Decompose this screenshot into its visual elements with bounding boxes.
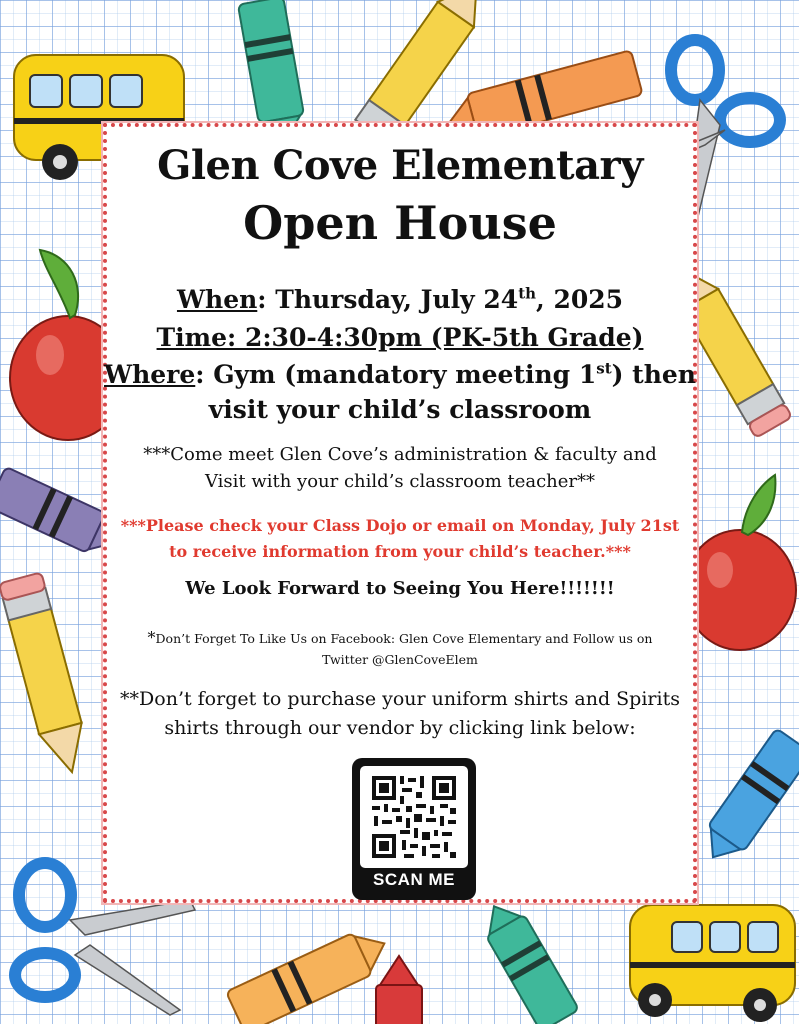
uniform-line1: **Don’t forget to purchase your uniform shirts and Spirits	[120, 688, 680, 710]
qr-code-icon	[360, 766, 468, 868]
where-then: ) then	[611, 360, 696, 389]
notice-line2: to receive information from your child’s teacher.***	[169, 542, 631, 561]
event-location	[103, 357, 697, 427]
when-ordinal: th	[518, 284, 537, 303]
uniform-note	[103, 685, 697, 743]
time-text: Time: 2:30-4:30pm (PK-5th Grade)	[156, 323, 644, 352]
qr-scan-label: SCAN ME	[373, 870, 455, 889]
qr-pattern	[360, 766, 468, 868]
closing-message: We Look Forward to Seeing You Here!!!!!!!	[185, 578, 615, 599]
pencil-icon	[0, 572, 93, 778]
orange-crayon-icon	[226, 923, 394, 1024]
dojo-notice	[103, 513, 697, 565]
where-line2: visit your child’s classroom	[208, 395, 592, 424]
event-time	[103, 321, 697, 355]
when-text: : Thursday, July 24	[257, 285, 519, 314]
fb-line2: Twitter @GlenCoveElem	[322, 652, 478, 667]
where-text: : Gym (mandatory meeting 1	[195, 360, 597, 389]
meet-line2: Visit with your child’s classroom teacher**	[204, 471, 596, 492]
event-title: Open House	[243, 196, 557, 250]
school-bus-icon	[630, 905, 795, 1022]
meet-faculty-text	[103, 441, 697, 495]
apple-icon	[684, 475, 796, 650]
event-date	[103, 283, 697, 317]
when-label: When	[176, 285, 258, 314]
school-name: Glen Cove Elementary	[157, 142, 643, 189]
fb-star: *	[147, 628, 156, 647]
when-year: , 2025	[536, 285, 624, 314]
social-media-note	[103, 627, 697, 670]
qr-code[interactable]	[352, 758, 476, 900]
meet-line1: ***Come meet Glen Cove’s administration & faculty and	[143, 444, 657, 465]
where-label: Where	[104, 360, 196, 389]
where-ordinal: st	[596, 359, 612, 378]
fb-line1: Don’t Forget To Like Us on Facebook: Glen Cove Elementary and Follow us on	[155, 631, 653, 646]
green-crayon-icon	[475, 895, 579, 1024]
notice-line1: ***Please check your Class Dojo or email on Monday, July 21st	[120, 516, 680, 535]
red-crayon-icon	[376, 956, 422, 1024]
blue-crayon-icon	[695, 728, 799, 870]
uniform-line2: shirts through our vendor by clicking link below:	[164, 717, 636, 739]
